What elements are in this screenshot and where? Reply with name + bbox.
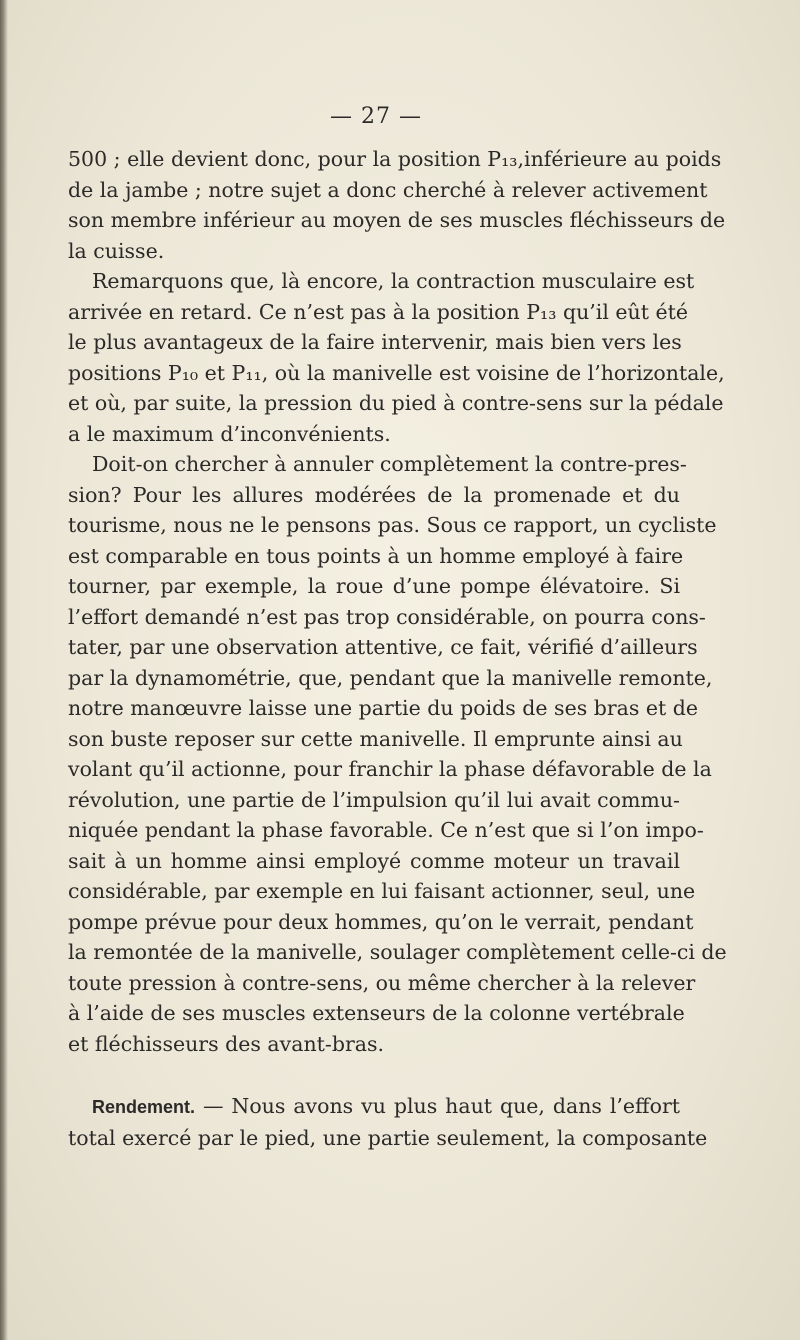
text-line: notre manœuvre laisse une partie du poids de ses bras et de: [68, 696, 699, 720]
text-line: volant qu’il actionne, pour franchir la phase défavorable de la: [68, 757, 712, 781]
section-rendement: [68, 1091, 708, 1153]
text-line: la remontée de la manivelle, soulager complètement celle-ci de: [68, 940, 727, 964]
text-line: à l’aide de ses muscles extenseurs de la colonne vertébrale: [68, 1001, 685, 1025]
text-line: est comparable en tous points à un homme employé à faire: [68, 543, 684, 568]
text-line: et où, par suite, la pression du pied à contre-sens sur la pédale: [68, 391, 724, 415]
text-line: positions P₁₀ et P₁₁, où la manivelle est voisine de l’horizontale,: [68, 360, 725, 385]
text-line: Doit-on chercher à annuler complètement la contre-pres-: [92, 452, 687, 476]
text-line: tourner, par exemple, la roue d’une pompe élévatoire. Si: [68, 574, 680, 598]
paragraph-3: [68, 449, 727, 1059]
text-line: [68, 1091, 680, 1123]
text-line: toute pression à contre-sens, ou même chercher à la relever: [68, 970, 696, 995]
section-spacer: [68, 1059, 680, 1091]
text-line: par la dynamométrie, que, pendant que la manivelle remonte,: [68, 665, 713, 690]
text-line: total exercé par le pied, une partie seulement, la composante: [68, 1125, 708, 1150]
section-heading: Rendement.: [92, 1097, 196, 1117]
paragraph-1: [68, 144, 726, 266]
text-line: tourisme, nous ne le pensons pas. Sous ce rapport, un cycliste: [68, 513, 717, 537]
section-first-line-text: — Nous avons vu plus haut que, dans l’effort: [195, 1094, 680, 1118]
text-line: le plus avantageux de la faire intervenir, mais bien vers les: [68, 330, 682, 354]
body-text: [68, 144, 727, 1153]
text-line: son membre inférieur au moyen de ses muscles fléchisseurs de: [68, 208, 726, 232]
page-number: — 27 —: [330, 104, 422, 129]
text-line: a le maximum d’inconvénients.: [68, 421, 391, 446]
page-binding-edge: [0, 0, 8, 1340]
text-line: tater, par une observation attentive, ce fait, vérifié d’ailleurs: [68, 635, 698, 659]
text-line: niquée pendant la phase favorable. Ce n’est que si l’on impo-: [68, 818, 704, 842]
text-line: sait à un homme ainsi employé comme moteur un travail: [68, 848, 680, 873]
paragraph-2: [68, 266, 725, 449]
text-line: pompe prévue pour deux hommes, qu’on le verrait, pendant: [68, 909, 694, 934]
text-line: son buste reposer sur cette manivelle. Il emprunte ainsi au: [68, 726, 683, 751]
text-line: sion? Pour les allures modérées de la promenade et du: [68, 482, 680, 507]
text-line: la cuisse.: [68, 238, 165, 263]
text-line: révolution, une partie de l’impulsion qu’il lui avait commu-: [68, 787, 680, 812]
text-line: arrivée en retard. Ce n’est pas à la position P₁₃ qu’il eût été: [68, 299, 689, 324]
text-line: considérable, par exemple en lui faisant actionner, seul, une: [68, 879, 696, 903]
text-line: 500 ; elle devient donc, pour la position P₁₃,inférieure au poids: [68, 147, 722, 171]
text-line: et fléchisseurs des avant-bras.: [68, 1031, 385, 1056]
text-line: Remarquons que, là encore, la contraction musculaire est: [92, 269, 695, 293]
text-line: de la jambe ; notre sujet a donc cherché à relever activement: [68, 177, 708, 202]
text-line: l’effort demandé n’est pas trop considérable, on pourra cons-: [68, 604, 706, 629]
